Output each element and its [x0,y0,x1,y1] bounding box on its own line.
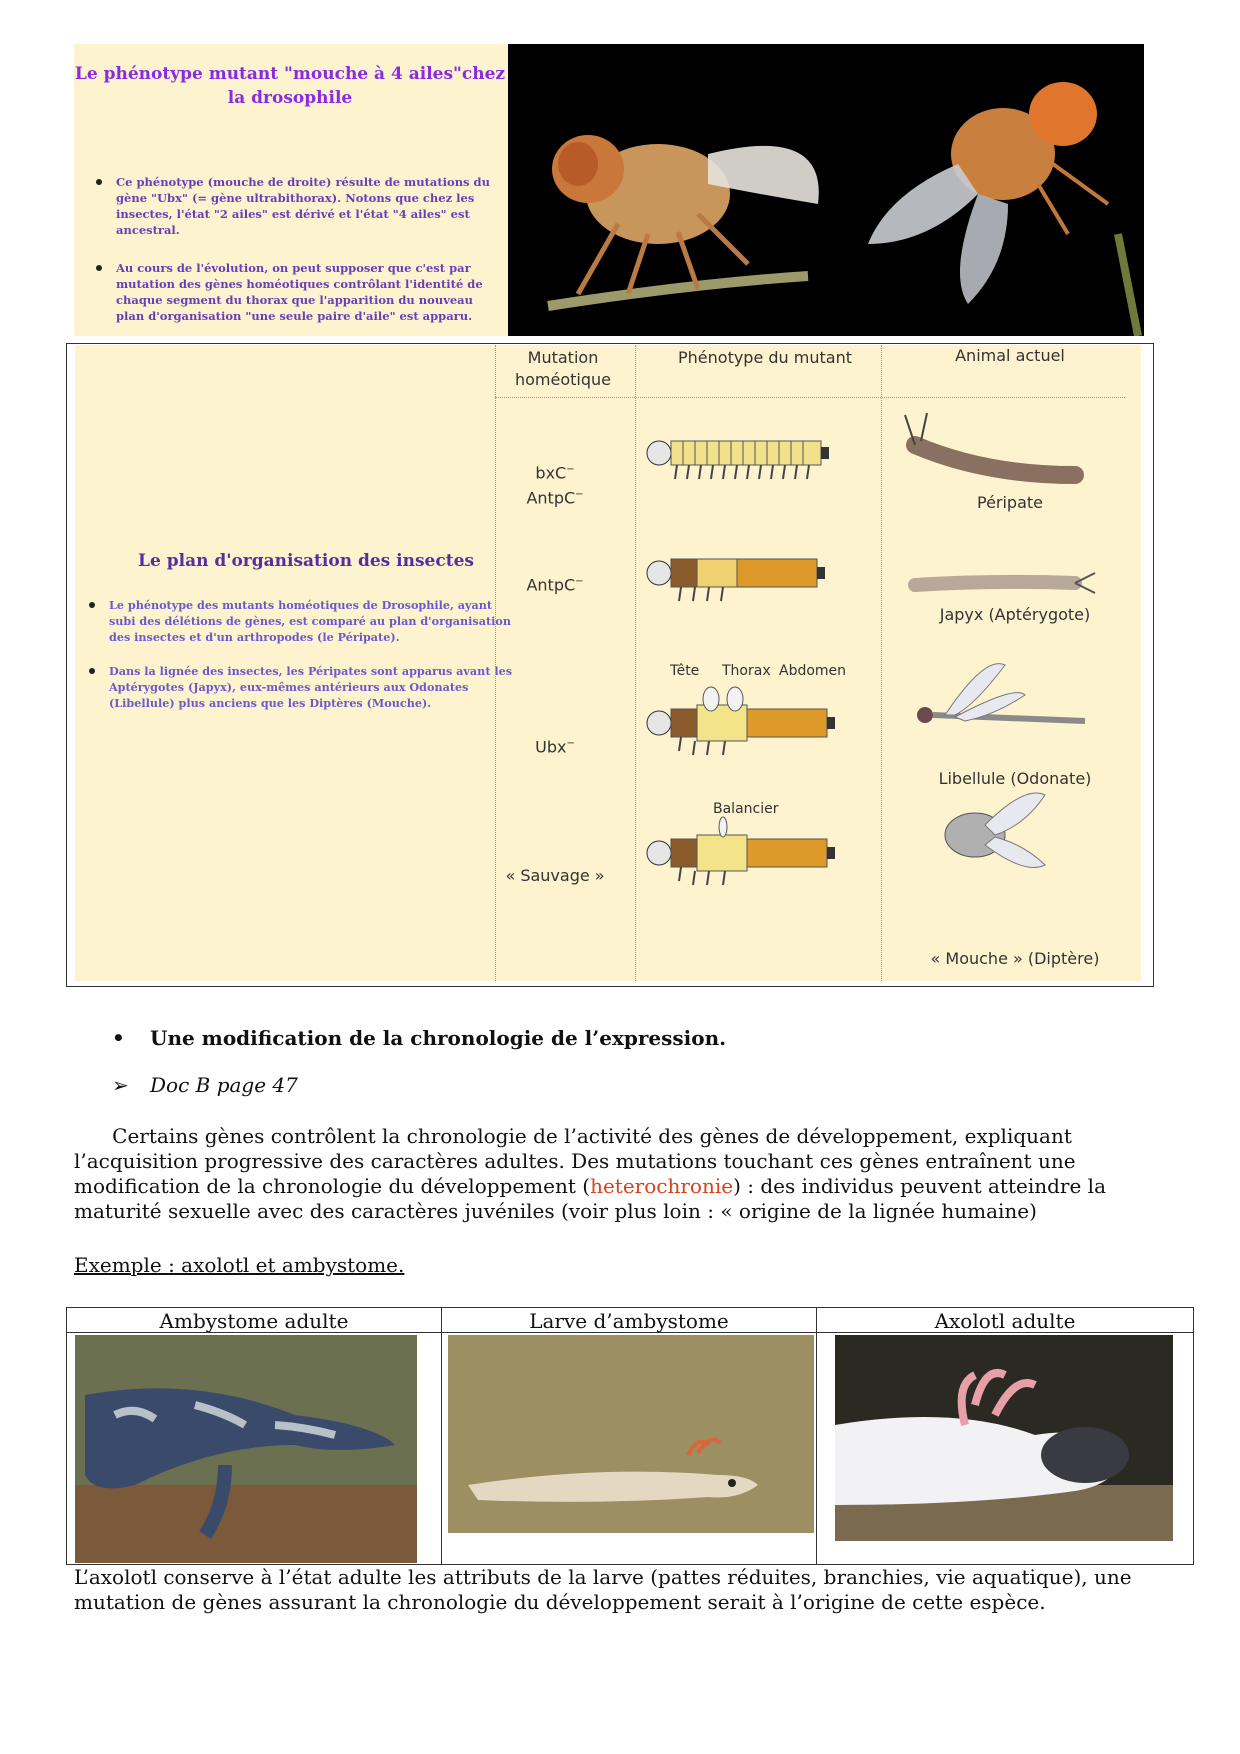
mutation-label-row2: AntpC− [526,575,584,595]
dragonfly-illustration [917,664,1085,723]
divider [881,345,882,981]
homeotic-frame [66,343,1154,987]
animal-caption-row2: Japyx (Aptérygote) [939,605,1091,624]
segment-label-tete: Tête [670,663,700,679]
homeotic-diagram [75,345,1141,981]
homeotic-title: Le plan d'organisation des insectes [138,551,474,571]
divider [635,345,636,981]
drosophila-photo [508,44,1144,336]
list-item: Au cours de l'évolution, on peut supposer que c'est par mutation des gènes homéotiques contrôlant l'identité de chaque segment du thorax que l'apparition du nouveau plan d'organisation "une seule paire d'aile" est apparu. [92,260,502,324]
homeotic-bullets [85,597,515,729]
body-paragraph: Certains gènes contrôlent la chronologie de l’activité des gènes de développement, expliquant l’acquisition progressive des caractères adultes. Des mutations touchant ces gènes entraînent une modification de la chronologie du développement (heterochronie) : des individus peuvent atteindre la maturité sexuelle avec des caractères juvéniles (voir plus loin : « origine de la lignée humaine) [74,1124,1106,1223]
table-header: Axolotl adulte [816,1307,1194,1333]
ambystome-adult-photo [75,1335,417,1563]
doc-reference: ➢ Doc B page 47 [112,1073,298,1097]
larva-row4 [647,817,835,885]
japyx-illustration [915,573,1095,593]
example-heading: Exemple : axolotl et ambystome. [74,1253,405,1277]
axolotl-table [66,1307,1194,1565]
mutation-label-row3: Ubx− [535,737,575,757]
larva-row1 [647,441,829,479]
drosophila-title: Le phénotype mutant "mouche à 4 ailes"chez la drosophile [74,64,506,108]
mutant-larvae [645,405,875,965]
mutation-label-row4: « Sauvage » [505,866,605,885]
drosophila-text [74,44,506,336]
table-cell [816,1333,1194,1565]
col-header-phenotype: Phénotype du mutant [678,348,852,367]
ambystome-larva-photo [448,1335,814,1533]
axolotl-adult-photo [835,1335,1173,1541]
drosophila-bullets [92,174,502,336]
larva-row2 [647,559,825,601]
fly-illustration [945,793,1045,868]
section-heading: • Une modification de la chronologie de l’expression. [112,1026,727,1050]
table-cell [441,1333,817,1565]
mutation-label-row1: bxC− AntpC− [526,463,584,508]
col-header-animal: Animal actuel [955,346,1065,365]
segment-label-balancier: Balancier [713,801,779,817]
list-item: Ce phénotype (mouche de droite) résulte de mutations du gène "Ubx" (= gène ultrabithorax). Notons que chez les insectes, l'état "2 ailes" est dérivé et l'état "4 ailes" est ancestral. [92,174,502,238]
heterochronie-term: heterochronie [590,1174,734,1198]
animal-caption-row1: Péripate [976,493,1044,512]
table-header: Larve d’ambystome [441,1307,817,1333]
list-item: Dans la lignée des insectes, les Péripates sont apparus avant les Aptérygotes (Japyx), eux-mêmes antérieurs aux Odonates (Libellule) plus anciens que les Diptères (Mouche). [85,663,515,711]
segment-label-abdomen: Abdomen [779,663,847,679]
segment-label-thorax: Thorax [722,663,771,679]
drosophila-panel [74,44,1144,336]
table-cell [66,1333,442,1565]
drosophila-illustration [508,44,1144,336]
animal-illustrations [895,405,1135,905]
list-item: Le phénotype des mutants homéotiques de Drosophile, ayant subi des délétions de gènes, est comparé au plan d'organisation des insectes et d'un arthropodes (le Péripate). [85,597,515,645]
peripatus-illustration [905,413,1075,475]
conclusion-paragraph: L’axolotl conserve à l’état adulte les attributs de la larve (pattes réduites, branchies, vie aquatique), une mutation de gènes assurant la chronologie du développement serait à l’origine de cette espèce. [74,1565,1132,1614]
col-header-mutation: Mutation homéotique [514,348,611,389]
table-header: Ambystome adulte [66,1307,442,1333]
animal-caption-row3: Libellule (Odonate) [938,769,1092,788]
larva-row3 [647,687,835,755]
divider [495,397,1125,398]
animal-caption-row4: « Mouche » (Diptère) [930,949,1100,968]
